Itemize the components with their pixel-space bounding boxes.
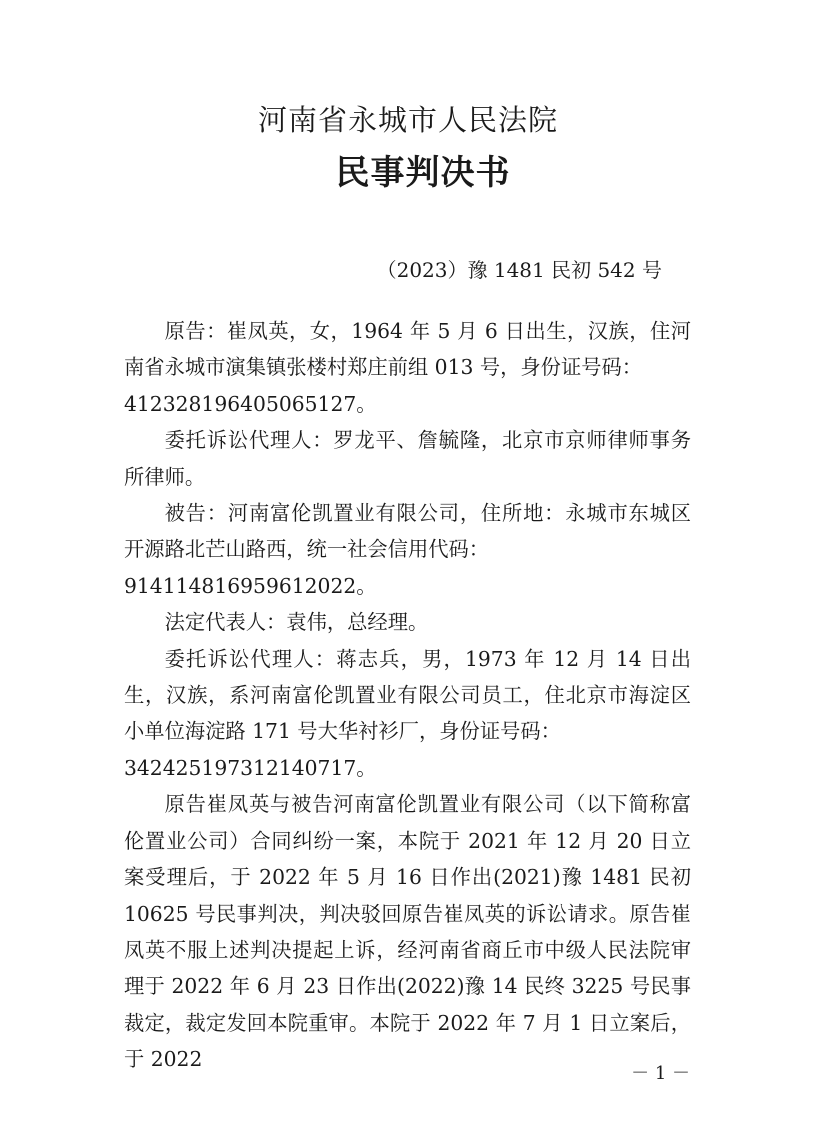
document-type-title: 民事判决书	[335, 153, 511, 193]
defendant-agent-id-line: 342425197312140717。	[124, 755, 377, 780]
plaintiff-paragraph: 原告：崔凤英，女，1964 年 5 月 6 日出生，汉族，住河南省永城市演集镇张楼村郑庄前组 013 号，身份证号码：	[124, 319, 691, 380]
page-number: － 1 －	[631, 1063, 690, 1084]
defendant-credit-code-line: 914114816959612022。	[124, 573, 377, 598]
defendant-paragraph: 被告：河南富伦凯置业有限公司，住所地：永城市东城区开源路北芒山路西，统一社会信用代码：	[124, 501, 691, 562]
defendant-agent-paragraph: 委托诉讼代理人：蒋志兵，男，1973 年 12 月 14 日出生，汉族，系河南富伦凯置业有限公司员工，住北京市海淀区小单位海淀路 171 号大华衬衫厂，身份证号码：	[124, 646, 691, 744]
plaintiff-id-line: 412328196405065127。	[124, 391, 377, 416]
document-body	[124, 313, 691, 1078]
case-summary-paragraph: 原告崔凤英与被告河南富伦凯置业有限公司（以下简称富伦置业公司）合同纠纷一案，本院于 2021 年 12 月 20 日立案受理后，于 2022 年 5 月 16 日作出(2021)豫 1481 民初 10625 号民事判决，判决驳回原告崔凤英的诉讼请求。原告崔凤英不服上述判决提起上诉，经河南省商丘市中级人民法院审理于 2022 年 6 月 23 日作出(2022)豫 14 民终 3225 号民事裁定，裁定发回本院重审。本院于 2022 年 7 月 1 日立案后，于 2022	[124, 792, 691, 1072]
case-number: （2023）豫 1481 民初 542 号	[376, 258, 662, 282]
legal-representative-paragraph: 法定代表人：袁伟，总经理。	[164, 610, 429, 635]
court-name: 河南省永城市人民法院	[257, 103, 558, 137]
plaintiff-agent-paragraph: 委托诉讼代理人：罗龙平、詹毓隆，北京市京师律师事务所律师。	[124, 428, 691, 489]
